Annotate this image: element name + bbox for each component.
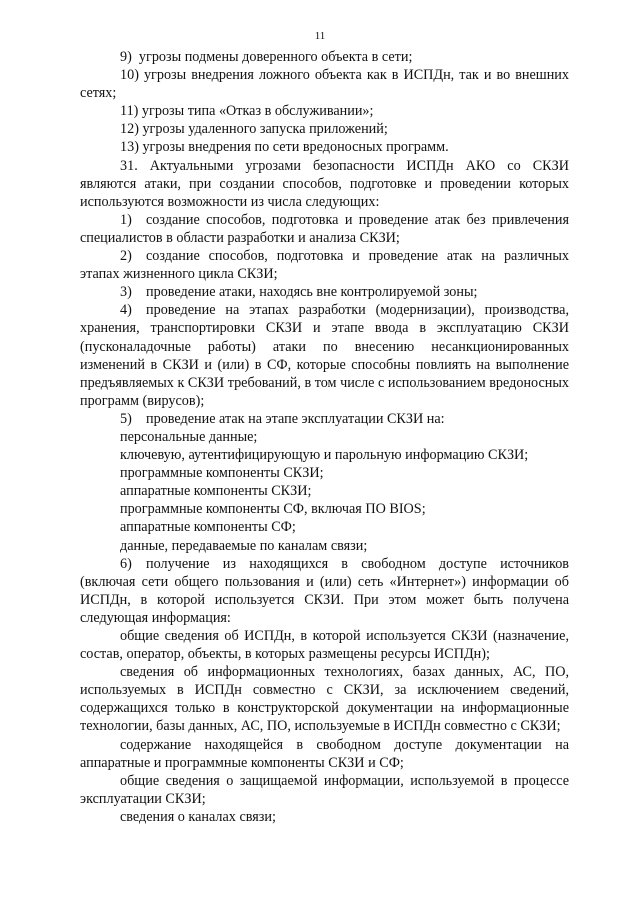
sub-item: персональные данные; <box>120 428 258 445</box>
sub-item: аппаратные компоненты СКЗИ; <box>120 483 312 500</box>
document-body <box>80 48 569 826</box>
sub-item: аппаратные компоненты СФ; <box>120 519 296 536</box>
sub-item: сведения об информационных технологиях, базах данных, АС, ПО, используемых в ИСПДн совместно с СКЗИ, за исключением сведений, содержащихся только в конструкторской документации на информационные технологии, базы данных, АС, ПО, используемые в ИСПДн совместно с СКЗИ; <box>80 664 569 735</box>
list-item: 5) проведение атак на этапе эксплуатации СКЗИ на: <box>120 410 445 427</box>
page-number: 11 <box>314 30 326 42</box>
list-item: 10) угрозы внедрения ложного объекта как в ИСПДн, так и во внешних сетях; <box>80 67 569 102</box>
sub-item: программные компоненты СФ, включая ПО BIOS; <box>120 501 426 518</box>
list-item: 2) создание способов, подготовка и проведение атак на различных этапах жизненного цикла СКЗИ; <box>80 248 569 283</box>
list-item: 4) проведение на этапах разработки (модернизации), производства, хранения, транспортировки СКЗИ и этапе ввода в эксплуатацию СКЗИ (пусконаладочные работы) атаки по внесению несанкционированных изменений в СКЗИ и (или) в СФ, которые способны повлиять на выполнение предъявляемых к СКЗИ требований, в том числе с использованием вредоносных программ (вирусов); <box>80 302 570 409</box>
sub-item: ключевую, аутентифицирующую и парольную информацию СКЗИ; <box>120 447 529 464</box>
list-item: 9) угрозы подмены доверенного объекта в сети; <box>120 49 413 65</box>
list-item: 6) получение из находящихся в свободном доступе источников (включая сети общего пользования и (или) сеть «Интернет») информации об ИСПДн, в которой используется СКЗИ. При этом может быть получена следующая информация: <box>80 555 569 626</box>
sub-item: программные компоненты СКЗИ; <box>120 465 324 482</box>
list-item: 3) проведение атаки, находясь вне контролируемой зоны; <box>120 284 478 301</box>
list-item: 13) угрозы внедрения по сети вредоносных программ. <box>120 139 449 156</box>
sub-item: сведения о каналах связи; <box>120 808 276 825</box>
sub-item: общие сведения о защищаемой информации, используемой в процессе эксплуатации СКЗИ; <box>80 772 569 807</box>
list-item: 1) создание способов, подготовка и проведение атак без привлечения специалистов в области разработки и анализа СКЗИ; <box>80 211 569 246</box>
list-item: 11) угрозы типа «Отказ в обслуживании»; <box>120 103 374 120</box>
sub-item: общие сведения об ИСПДн, в которой используется СКЗИ (назначение, состав, оператор, объекты, в которых размещены ресурсы ИСПДн); <box>80 628 569 663</box>
sub-item: содержание находящейся в свободном доступе документации на аппаратные и программные компоненты СКЗИ и СФ; <box>80 736 569 771</box>
list-item: 12) угрозы удаленного запуска приложений; <box>120 121 388 138</box>
section-paragraph: 31. Актуальными угрозами безопасности ИСПДн АКО со СКЗИ являются атаки, при создании способов, подготовке и проведении которых используются возможности из числа следующих: <box>80 157 569 210</box>
sub-item: данные, передаваемые по каналам связи; <box>120 537 368 554</box>
